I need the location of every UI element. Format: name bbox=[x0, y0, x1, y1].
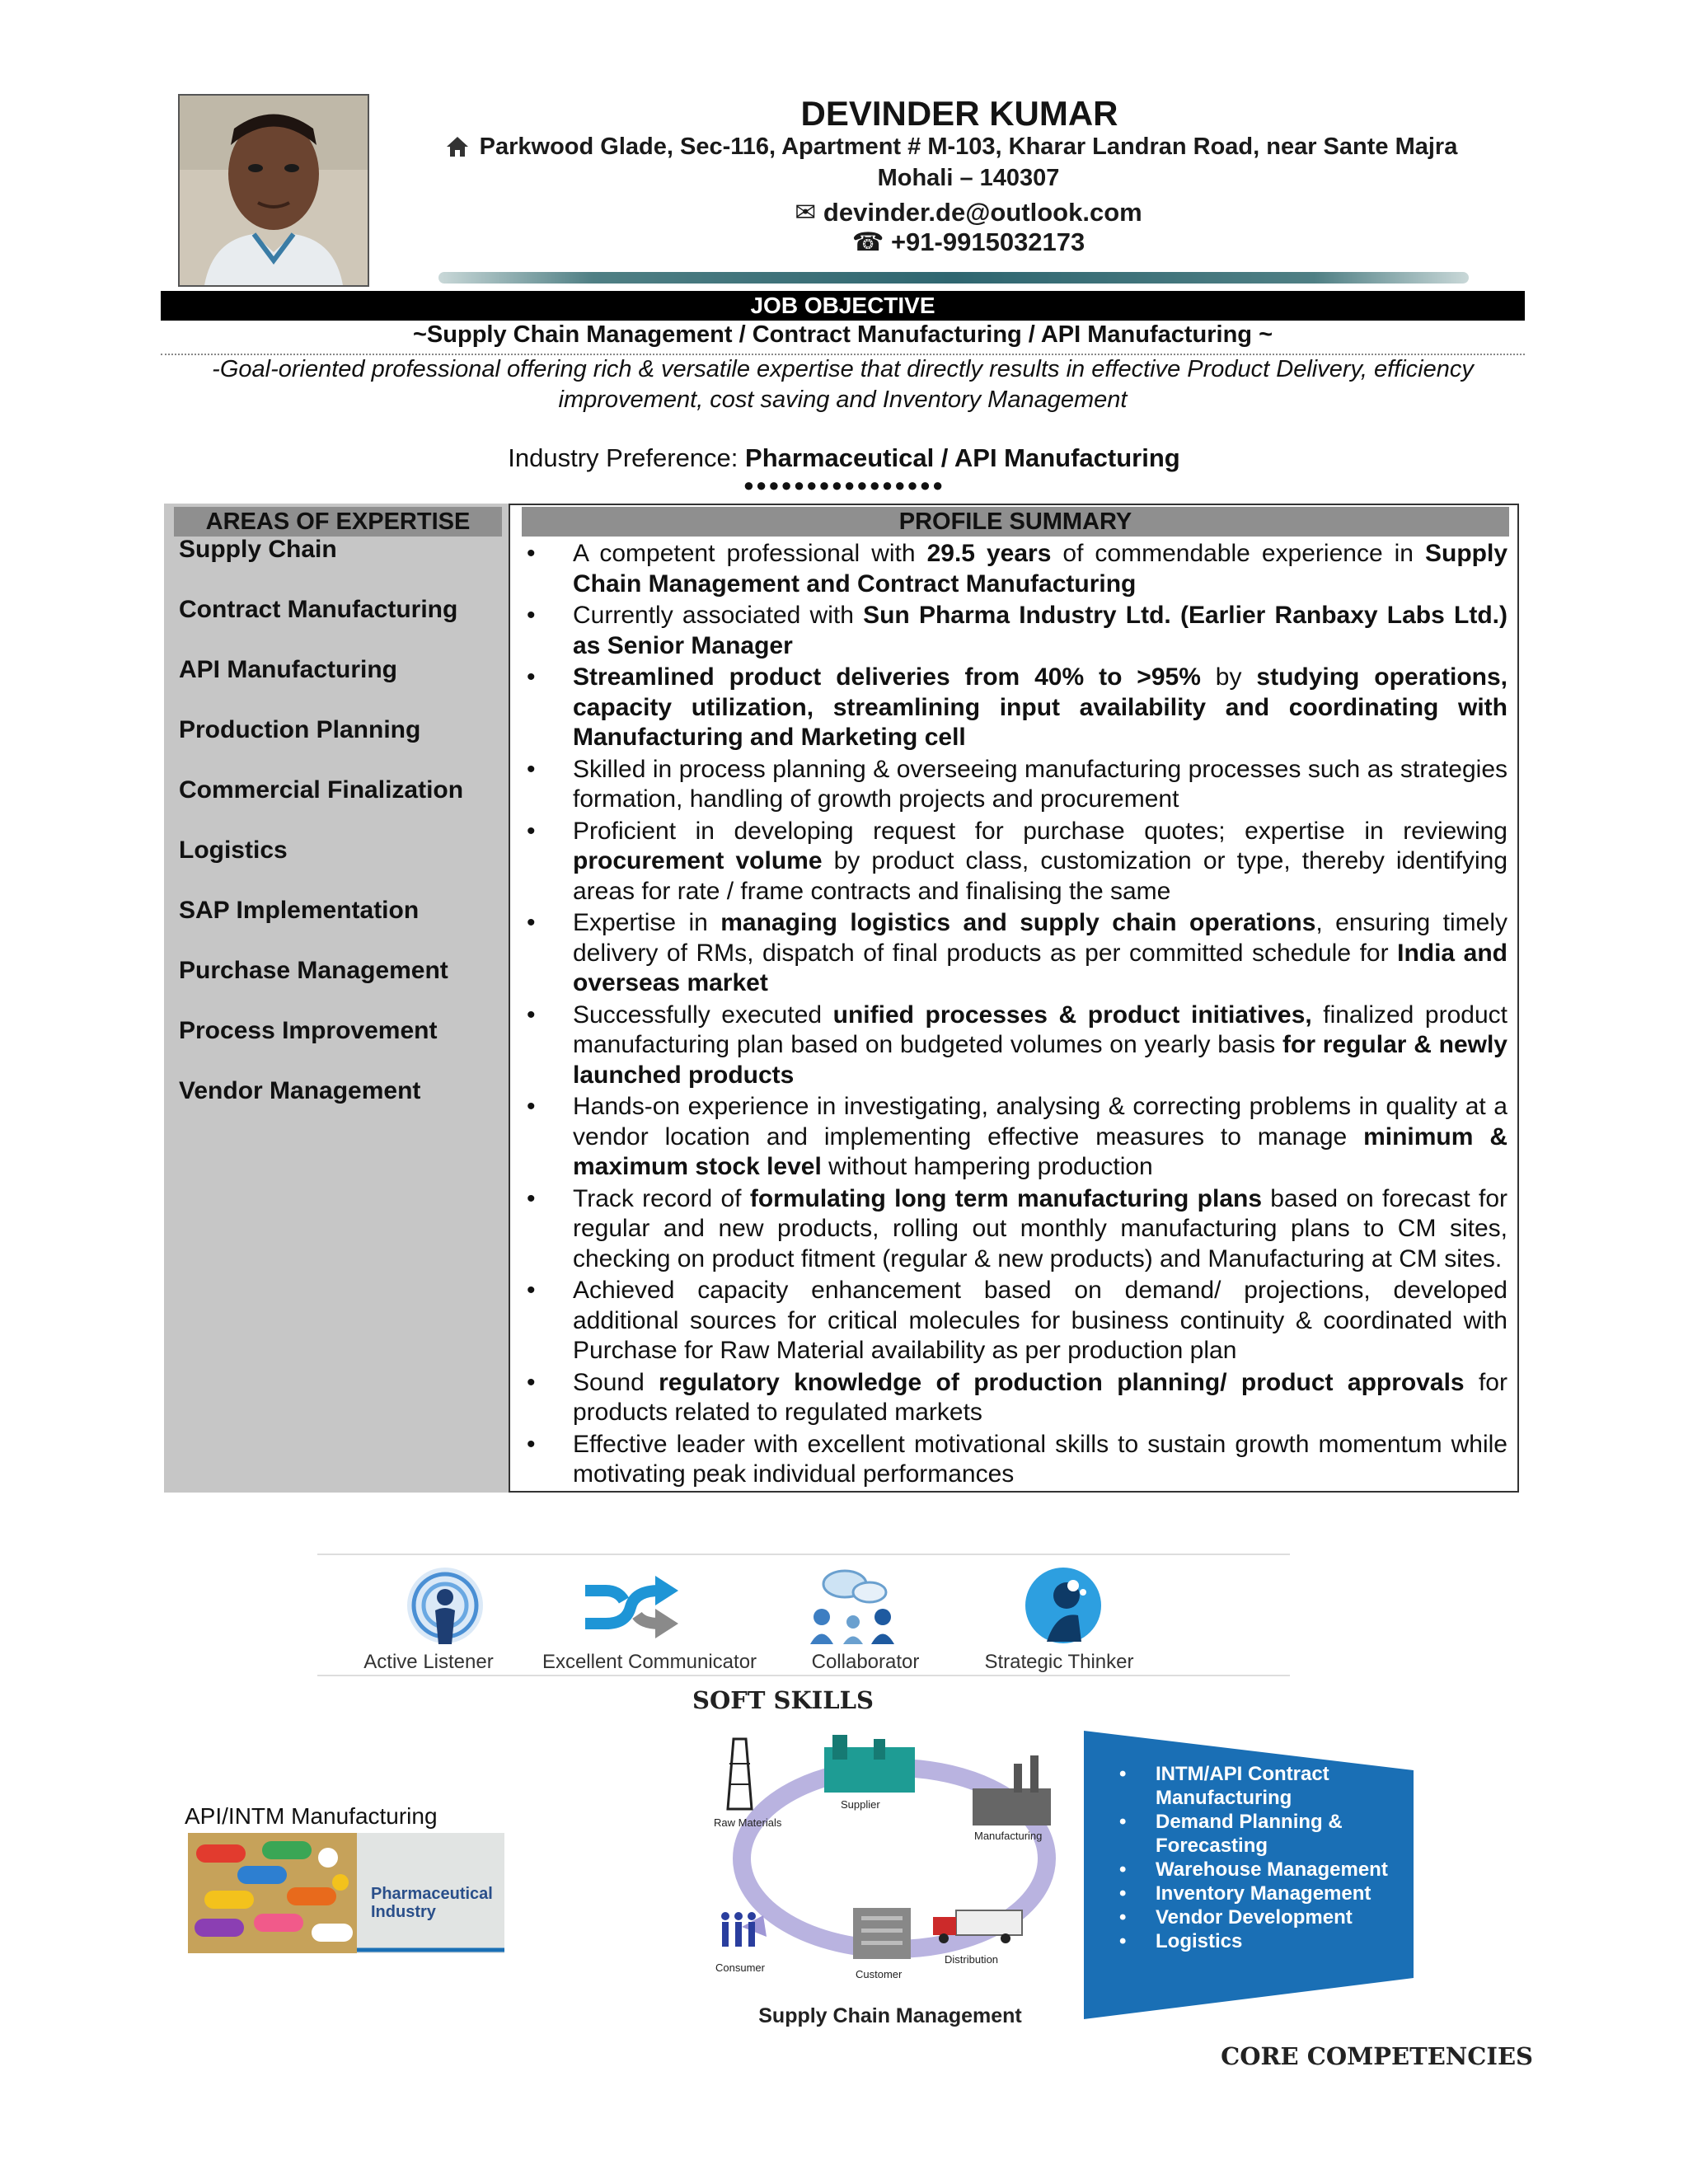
summary-emphasis: unified processes & product initiatives, bbox=[832, 1001, 1312, 1029]
consumers-icon bbox=[721, 1912, 756, 1947]
soft-skill-label: Excellent Communicator bbox=[542, 1651, 757, 1673]
profile-summary-list bbox=[522, 539, 1507, 1492]
summary-text: Track record of bbox=[573, 1184, 750, 1212]
industry-value: Pharmaceutical / API Manufacturing bbox=[745, 443, 1180, 472]
summary-text: Effective leader with excellent motivational skills to sustain growth momentum while motivating peak individual performances bbox=[573, 1430, 1507, 1488]
profile-summary-item bbox=[522, 817, 1507, 907]
profile-summary-item bbox=[522, 1184, 1507, 1275]
customer-building-icon bbox=[853, 1908, 911, 1959]
summary-text: Expertise in bbox=[573, 909, 721, 936]
soft-skill-label: Active Listener bbox=[363, 1651, 494, 1673]
expertise-item: Commercial Finalization bbox=[179, 776, 464, 804]
summary-emphasis: procurement volume bbox=[573, 847, 823, 874]
phone-row bbox=[412, 227, 1525, 257]
address-line-1: Parkwood Glade, Sec-116, Apartment # M-103, Kharar Landran Road, near Sante Majra bbox=[479, 134, 1458, 160]
expertise-item: Process Improvement bbox=[179, 1017, 438, 1044]
oil-rig-icon bbox=[728, 1739, 752, 1809]
profile-summary-item bbox=[522, 601, 1507, 661]
profile-summary-heading: PROFILE SUMMARY bbox=[522, 507, 1509, 537]
image-text-line1: Pharmaceutical bbox=[371, 1885, 493, 1903]
phone-number: +91-9915032173 bbox=[890, 227, 1085, 256]
address-line-2: Mohali – 140307 bbox=[877, 165, 1060, 191]
core-competency-item: • Warehouse Management bbox=[1113, 1858, 1401, 1882]
summary-emphasis: regulatory knowledge of production planning/ product approvals bbox=[659, 1368, 1465, 1396]
summary-text: by product class, customization or type, thereby identifying areas for rate / frame contracts and finalising the same bbox=[573, 847, 1508, 905]
summary-text: Hands-on experience in investigating, analysing & correcting problems in quality at a vendor location and implementing effective measures to manage bbox=[573, 1093, 1507, 1151]
summary-emphasis: managing logistics and supply chain operations bbox=[720, 909, 1316, 936]
email-row bbox=[412, 198, 1525, 227]
manufacturing-plant-icon bbox=[973, 1755, 1051, 1825]
soft-skills-title: SOFT SKILLS bbox=[692, 1686, 874, 1714]
profile-summary-item bbox=[522, 1276, 1507, 1366]
summary-text: Currently associated with bbox=[573, 602, 864, 629]
summary-text: without hampering production bbox=[821, 1153, 1153, 1180]
shuffle-arrows-icon bbox=[581, 1566, 680, 1648]
core-competency-item: • Demand Planning & Forecasting bbox=[1113, 1810, 1401, 1858]
telephone-icon: ☎ bbox=[851, 227, 884, 256]
areas-of-expertise-heading: AREAS OF EXPERTISE bbox=[174, 507, 502, 537]
node-label: Customer bbox=[856, 1968, 903, 1980]
summary-text: , ensuring timely delivery of RMs, dispatch of final products as per committed schedule for bbox=[573, 909, 1507, 967]
summary-emphasis: for regular & newly launched products bbox=[573, 1031, 1507, 1089]
soft-skill-label: Strategic Thinker bbox=[984, 1651, 1134, 1673]
soft-skills-bottom-rule bbox=[317, 1675, 1290, 1676]
core-competencies-list bbox=[1113, 1762, 1401, 1953]
summary-emphasis: studying operations, capacity utilization, streamlining input availability and coordinating with Manufacturing and Marketing cell bbox=[573, 663, 1507, 751]
expertise-item: API Manufacturing bbox=[179, 656, 398, 683]
core-competency-item: • Vendor Development bbox=[1113, 1905, 1401, 1929]
node-label: Raw Materials bbox=[714, 1816, 782, 1829]
profile-summary-item bbox=[522, 1092, 1507, 1183]
envelope-icon: ✉ bbox=[795, 198, 817, 227]
industry-preference bbox=[0, 443, 1688, 473]
job-objective-heading: JOB OBJECTIVE bbox=[161, 291, 1525, 321]
expertise-item: Logistics bbox=[179, 837, 288, 864]
objective-roles: ~Supply Chain Management / Contract Manufacturing / API Manufacturing ~ bbox=[412, 321, 1273, 348]
expertise-column bbox=[164, 504, 510, 1493]
summary-text: by bbox=[1200, 663, 1257, 691]
summary-emphasis: India and overseas market bbox=[573, 939, 1507, 996]
node-label: Distribution bbox=[945, 1953, 999, 1966]
email-address[interactable]: devinder.de@outlook.com bbox=[823, 198, 1142, 227]
expertise-item: SAP Implementation bbox=[179, 897, 420, 924]
supply-chain-diagram bbox=[709, 1731, 1071, 1994]
active-listener-icon bbox=[396, 1566, 495, 1648]
summary-text: of commendable experience in bbox=[1051, 540, 1425, 567]
expertise-item: Purchase Management bbox=[179, 957, 448, 984]
summary-text: Sound bbox=[573, 1368, 659, 1396]
profile-summary-item bbox=[522, 1430, 1507, 1490]
core-competency-item: • Inventory Management bbox=[1113, 1882, 1401, 1905]
profile-summary-item bbox=[522, 755, 1507, 815]
soft-skills-top-rule bbox=[317, 1554, 1290, 1555]
strategic-thinker-icon bbox=[1014, 1566, 1113, 1648]
summary-text: based on forecast for regular and new products, rolling out monthly manufacturing plans to CM sites, checking on product fitment (regular & new products) and Manufacturing at CM sites. bbox=[573, 1184, 1508, 1272]
core-competency-item: • INTM/API Contract Manufacturing bbox=[1113, 1762, 1401, 1810]
profile-summary-item bbox=[522, 539, 1507, 599]
profile-summary-item bbox=[522, 1368, 1507, 1428]
summary-emphasis: Supply Chain Management and Contract Manufacturing bbox=[573, 540, 1508, 598]
supplier-factory-icon bbox=[824, 1735, 915, 1793]
summary-text: Successfully executed bbox=[573, 1001, 833, 1029]
summary-emphasis: 29.5 years bbox=[926, 540, 1052, 567]
node-label: Manufacturing bbox=[974, 1830, 1043, 1842]
objective-description: -Goal-oriented professional offering rich & versatile expertise that directly results in effective Product Delivery, efficiency improvement, cost saving and Inventory Management bbox=[212, 356, 1474, 413]
expertise-item: Production Planning bbox=[179, 716, 421, 743]
image-text-line2: Industry bbox=[371, 1903, 436, 1921]
summary-text: for products related to regulated markets bbox=[573, 1368, 1507, 1426]
bullet-separator: ●●●●●●●●●●●●●●●● bbox=[743, 475, 945, 495]
summary-text: Achieved capacity enhancement based on demand/ projections, developed additional sources for critical molecules for business continuity & coordinated with Purchase for Raw Material availability as per production plan bbox=[573, 1277, 1507, 1364]
pharmaceutical-industry-image bbox=[188, 1833, 504, 1953]
summary-text: A competent professional with bbox=[573, 540, 927, 567]
collaborator-icon bbox=[804, 1566, 903, 1648]
profile-summary-item bbox=[522, 908, 1507, 999]
summary-emphasis: formulating long term manufacturing plans bbox=[749, 1184, 1263, 1212]
summary-emphasis: minimum & maximum stock level bbox=[573, 1122, 1507, 1180]
node-label: Supplier bbox=[841, 1798, 880, 1811]
profile-summary-item bbox=[522, 1001, 1507, 1091]
expertise-item: Contract Manufacturing bbox=[179, 596, 458, 623]
profile-summary-item bbox=[522, 663, 1507, 753]
summary-text: Skilled in process planning & overseeing manufacturing processes such as strategies formation, handling of growth projects and procurement bbox=[573, 755, 1507, 813]
industry-label: Industry Preference: bbox=[508, 443, 746, 472]
summary-emphasis: Streamlined product deliveries from 40% to >95% bbox=[573, 663, 1201, 691]
api-intm-label: API/INTM Manufacturing bbox=[185, 1803, 438, 1829]
summary-text: finalized product manufacturing plan based on budgeted volumes on yearly basis bbox=[573, 1001, 1507, 1058]
summary-text: Proficient in developing request for purchase quotes; expertise in reviewing bbox=[573, 817, 1507, 845]
soft-skill-label: Collaborator bbox=[811, 1651, 920, 1673]
expertise-item: Supply Chain bbox=[179, 536, 337, 563]
decorative-divider bbox=[438, 272, 1469, 284]
core-competency-item: • Logistics bbox=[1113, 1929, 1401, 1953]
expertise-item: Vendor Management bbox=[179, 1077, 421, 1104]
supply-chain-title: Supply Chain Management bbox=[758, 2004, 1022, 2027]
node-label: Consumer bbox=[715, 1961, 765, 1974]
candidate-name: DEVINDER KUMAR bbox=[800, 94, 1118, 133]
summary-emphasis: Sun Pharma Industry Ltd. (Earlier Ranbaxy Labs Ltd.) as Senior Manager bbox=[573, 602, 1507, 659]
core-competencies-title: CORE COMPETENCIES bbox=[1221, 2042, 1533, 2070]
